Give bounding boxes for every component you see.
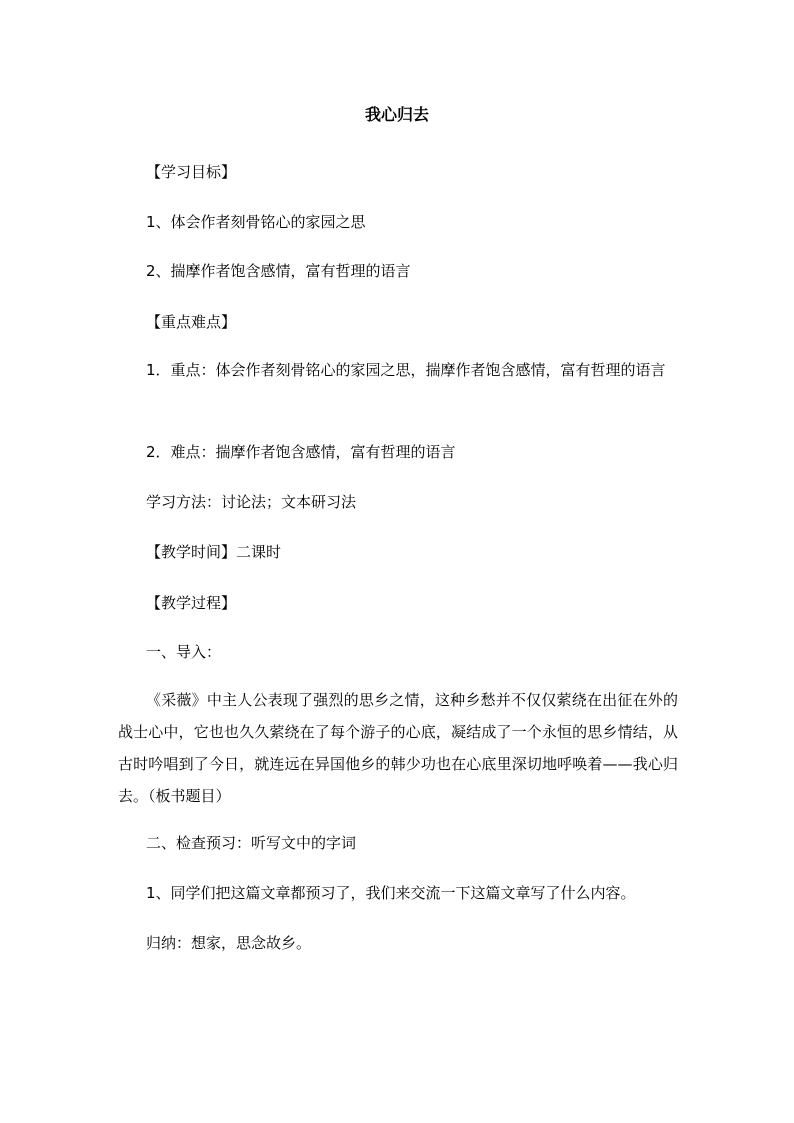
heading-teaching-time: 【教学时间】二课时 bbox=[146, 543, 282, 561]
heading-key-points: 【重点难点】 bbox=[146, 313, 237, 331]
document-title: 我心归去 bbox=[364, 105, 429, 124]
key-point-1: 1．重点：体会作者刻骨铭心的家园之思，揣摩作者饱含感情，富有哲理的语言 bbox=[146, 361, 666, 379]
preview-question-1: 1、同学们把这篇文章都预习了，我们来交流一下这篇文章写了什么内容。 bbox=[146, 884, 636, 902]
heading-teaching-process: 【教学过程】 bbox=[146, 594, 237, 612]
section-introduction: 一、导入： bbox=[146, 643, 222, 661]
heading-learning-goals: 【学习目标】 bbox=[146, 163, 237, 181]
goal-item-1: 1、体会作者刻骨铭心的家园之思 bbox=[146, 213, 366, 231]
introduction-paragraph: 《采薇》中主人公表现了强烈的思乡之情，这种乡愁并不仅仅萦绕在出征在外的战士心中，它也也久久萦绕在了每个游子的心底，凝结成了一个永恒的思乡情结，从古时吟唱到了今日，就连远在异国他乡的韩少功也在心底里深切地呼唤着——我心归去。（板书题目） bbox=[118, 691, 678, 805]
goal-item-2: 2、揣摩作者饱含感情，富有哲理的语言 bbox=[146, 262, 411, 280]
summary-line: 归纳：想家，思念故乡。 bbox=[146, 934, 312, 952]
section-preview-check: 二、检查预习：听写文中的字词 bbox=[146, 834, 357, 852]
key-point-2: 2．难点：揣摩作者饱含感情，富有哲理的语言 bbox=[146, 443, 456, 461]
learning-methods: 学习方法：讨论法；文本研习法 bbox=[146, 493, 357, 511]
